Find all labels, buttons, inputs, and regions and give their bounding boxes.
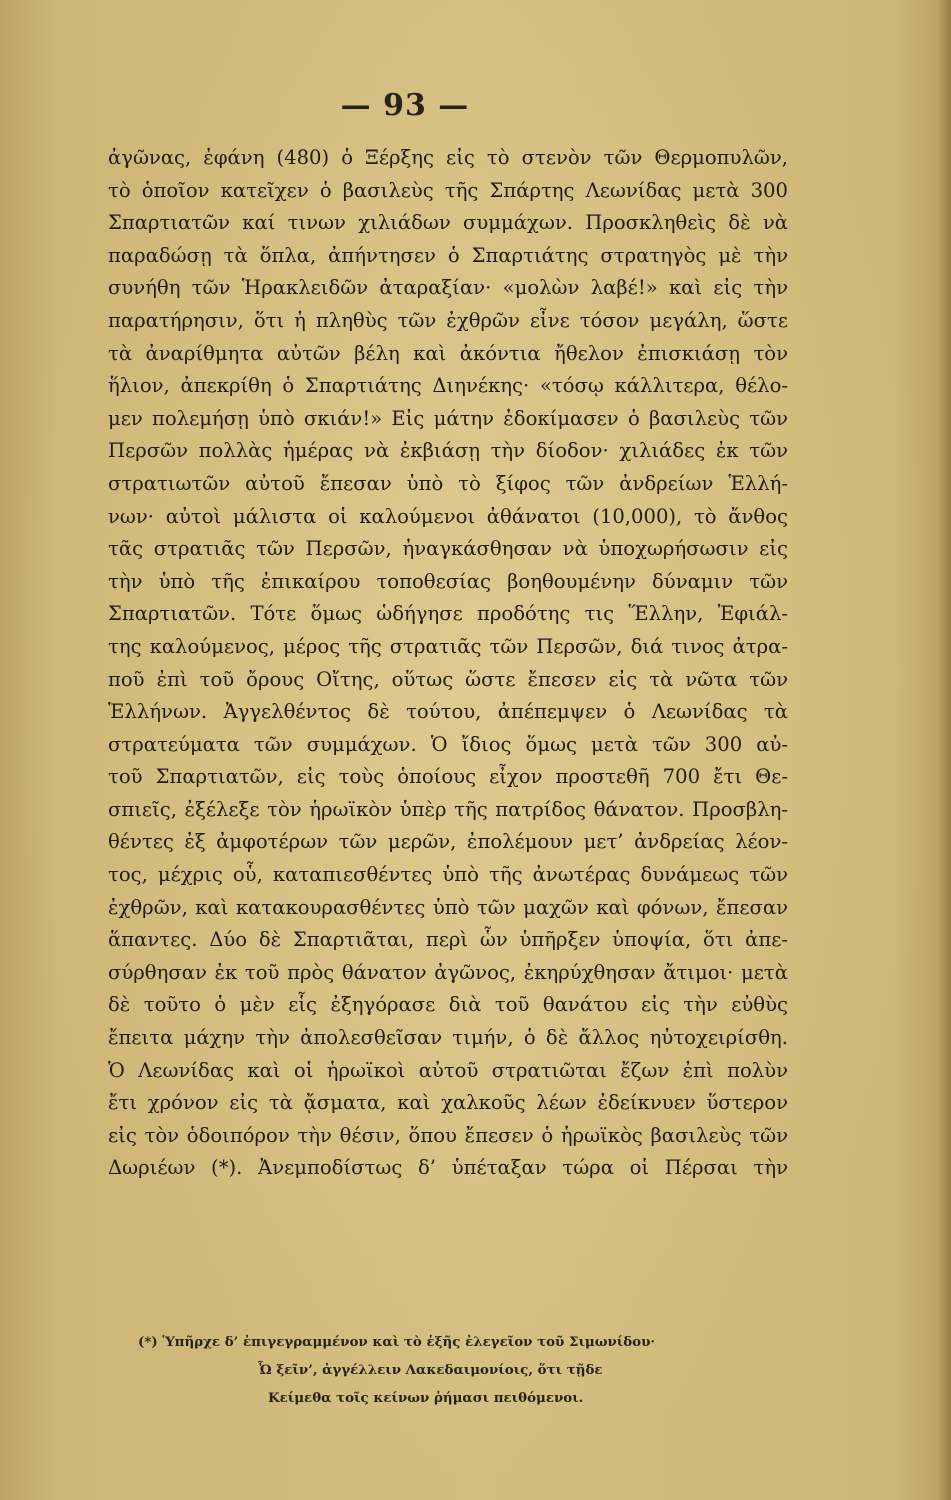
text-line: νων· αὐτοὶ μάλιστα οἱ καλούμενοι ἀθάνατοι (10,000), τὸ ἄνθος	[108, 504, 788, 528]
text-line: ἔτι χρόνον εἰς τὰ ᾄσματα, καὶ χαλκοῦς λέων ἐδείκνυεν ὕστερον	[108, 1091, 788, 1115]
text-line: τᾶς στρατιᾶς τῶν Περσῶν, ἠναγκάσθησαν νὰ ὑποχωρήσωσιν εἰς	[108, 537, 788, 561]
text-line: της καλούμενος, μέρος τῆς στρατιᾶς τῶν Περσῶν, διά τινος ἀτρα-	[108, 634, 788, 658]
text-line: συνήθη τῶν Ἡρακλειδῶν ἀταραξίαν· «μολὼν λαβέ!» καὶ εἰς τὴν	[108, 276, 788, 300]
text-line: Σπαρτιατῶν καί τινων χιλιάδων συμμάχων. Προσκληθεὶς δὲ νὰ	[108, 211, 788, 235]
text-line: μεν πολεμήσῃ ὑπὸ σκιάν!» Εἰς μάτην ἐδοκίμασεν ὁ βασιλεὺς τῶν	[108, 406, 788, 430]
text-line: ἔπειτα μάχην τὴν ἀπολεσθεῖσαν τιμήν, ὁ δὲ ἄλλος ηὐτοχειρίσθη.	[108, 1026, 788, 1050]
text-line: στρατεύματα τῶν συμμάχων. Ὁ ἴδιος ὅμως μετὰ τῶν 300 αὐ-	[108, 732, 788, 756]
text-line: στρατιωτῶν αὐτοῦ ἔπεσαν ὑπὸ τὸ ξίφος τῶν ἀνδρείων Ἑλλή-	[108, 471, 788, 495]
text-line: Σπαρτιατῶν. Τότε ὅμως ὡδήγησε προδότης τις Ἕλλην, Ἐφιάλ-	[108, 602, 788, 626]
text-line: Περσῶν πολλὰς ἡμέρας νὰ ἐκβιάσῃ τὴν δίοδον· χιλιάδες ἐκ τῶν	[108, 439, 788, 463]
text-line: Δωριέων (*). Ἀνεμποδίστως δ’ ὑπέταξαν τώρα οἱ Πέρσαι τὴν	[108, 1156, 788, 1180]
text-line: παραδώσῃ τὰ ὅπλα, ἀπήντησεν ὁ Σπαρτιάτης στρατηγὸς μὲ τὴν	[108, 243, 788, 267]
text-line: θέντες ἐξ ἀμφοτέρων τῶν μερῶν, ἐπολέμουν μετ’ ἀνδρείας λέον-	[108, 830, 788, 854]
text-line: σπιεῖς, ἐξέλεξε τὸν ἡρωϊκὸν ὑπὲρ τῆς πατρίδος θάνατον. Προσβλη-	[108, 797, 788, 821]
main-text	[108, 142, 788, 1185]
text-line: ἀγῶνας, ἐφάνη (480) ὁ Ξέρξης εἰς τὸ στενὸν τῶν Θερμοπυλῶν,	[108, 146, 788, 169]
text-line: σύρθησαν ἐκ τοῦ πρὸς θάνατον ἀγῶνος, ἐκηρύχθησαν ἄτιμοι· μετὰ	[108, 960, 788, 984]
text-line: παρατήρησιν, ὅτι ἡ πληθὺς τῶν ἐχθρῶν εἶνε τόσον μεγάλη, ὥστε	[108, 308, 788, 332]
footnote-verse-line: Κείμεθα τοῖς κείνων ῥήμασι πειθόμενοι.	[268, 1390, 584, 1406]
text-line: Ἑλλήνων. Ἀγγελθέντος δὲ τούτου, ἀπέπεμψεν ὁ Λεωνίδας τὰ	[108, 700, 788, 724]
text-line: δὲ τοῦτο ὁ μὲν εἷς ἐξηγόρασε διὰ τοῦ θανάτου εἰς τὴν εὐθὺς	[108, 993, 788, 1017]
page-gutter-shadow	[937, 0, 951, 1500]
text-line: ἥλιον, ἀπεκρίθη ὁ Σπαρτιάτης Διηνέκης· «τόσῳ κάλλιτερα, θέλο-	[108, 374, 788, 398]
footnote-verse-line: Ὦ ξεῖν’, ἀγγέλλειν Λακεδαιμονίοις, ὅτι τῇδε	[258, 1362, 603, 1378]
text-line: εἰς τὸν ὁδοιπόρον τὴν θέσιν, ὅπου ἔπεσεν ὁ ἡρωϊκὸς βασιλεὺς τῶν	[108, 1123, 788, 1147]
text-line: τὸ ὁποῖον κατεῖχεν ὁ βασιλεὺς τῆς Σπάρτης Λεωνίδας μετὰ 300	[108, 178, 788, 202]
footnote-line: (*) Ὑπῆρχε δ’ ἐπιγεγραμμένον καὶ τὸ ἑξῆς ἐλεγεῖον τοῦ Σιμωνίδου·	[138, 1334, 656, 1350]
footnote	[138, 1328, 758, 1412]
page-number: — 93 —	[340, 88, 470, 123]
text-line: τοῦ Σπαρτιατῶν, εἰς τοὺς ὁποίους εἶχον προστεθῆ 700 ἔτι Θε-	[108, 765, 788, 789]
text-line: τος, μέχρις οὗ, καταπιεσθέντες ὑπὸ τῆς ἀνωτέρας δυνάμεως τῶν	[108, 863, 788, 887]
text-line: τὴν ὑπὸ τῆς ἐπικαίρου τοποθεσίας βοηθουμένην δύναμιν τῶν	[108, 569, 788, 593]
text-line: Ὁ Λεωνίδας καὶ οἱ ἡρωϊκοὶ αὐτοῦ στρατιῶται ἔζων ἐπὶ πολὺν	[108, 1058, 788, 1082]
text-line: τὰ ἀναρίθμητα αὐτῶν βέλη καὶ ἀκόντια ἤθελον ἐπισκιάσῃ τὸν	[108, 341, 788, 365]
text-line: ποῦ ἐπὶ τοῦ ὄρους Οἴτης, οὕτως ὥστε ἔπεσεν εἰς τὰ νῶτα τῶν	[108, 667, 788, 691]
text-line: ἅπαντες. Δύο δὲ Σπαρτιᾶται, περὶ ὧν ὑπῆρξεν ὑποψία, ὅτι ἀπε-	[108, 928, 788, 952]
text-line: ἐχθρῶν, καὶ κατακουρασθέντες ὑπὸ τῶν μαχῶν καὶ φόνων, ἔπεσαν	[108, 895, 788, 919]
